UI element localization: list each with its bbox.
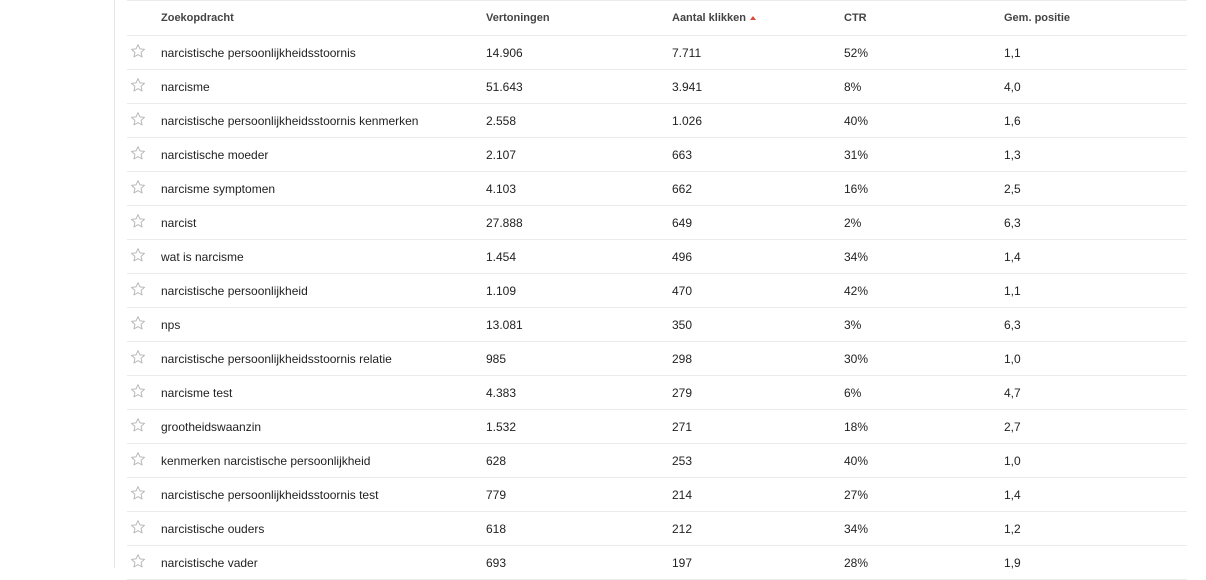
table-row <box>127 206 1187 240</box>
query-cell: wat is narcisme <box>161 240 486 274</box>
star-cell <box>127 342 161 376</box>
star-cell <box>127 70 161 104</box>
sort-ascending-arrow-icon <box>750 16 756 20</box>
impressions-cell: 27.888 <box>486 206 672 240</box>
ctr-cell: 34% <box>844 512 1004 546</box>
table-header-row <box>127 1 1187 36</box>
column-header-ctr[interactable]: CTR <box>844 1 1004 36</box>
clicks-cell: 470 <box>672 274 844 308</box>
impressions-cell: 693 <box>486 546 672 580</box>
ctr-cell: 8% <box>844 70 1004 104</box>
table-row <box>127 172 1187 206</box>
position-cell: 1,4 <box>1004 478 1187 512</box>
star-outline-icon[interactable] <box>130 349 146 365</box>
impressions-cell: 985 <box>486 342 672 376</box>
star-outline-icon[interactable] <box>130 315 146 331</box>
table-body <box>127 36 1187 580</box>
star-cell <box>127 376 161 410</box>
query-cell: narcisme test <box>161 376 486 410</box>
query-cell: narcistische persoonlijkheidsstoornis relatie <box>161 342 486 376</box>
table-row <box>127 138 1187 172</box>
table-row <box>127 274 1187 308</box>
position-cell: 2,5 <box>1004 172 1187 206</box>
clicks-cell: 197 <box>672 546 844 580</box>
position-cell: 1,4 <box>1004 240 1187 274</box>
query-cell: narcisme symptomen <box>161 172 486 206</box>
impressions-cell: 779 <box>486 478 672 512</box>
ctr-cell: 52% <box>844 36 1004 70</box>
impressions-cell: 4.103 <box>486 172 672 206</box>
star-cell <box>127 478 161 512</box>
ctr-cell: 31% <box>844 138 1004 172</box>
impressions-cell: 2.107 <box>486 138 672 172</box>
table-row <box>127 70 1187 104</box>
ctr-cell: 34% <box>844 240 1004 274</box>
position-cell: 6,3 <box>1004 308 1187 342</box>
ctr-cell: 42% <box>844 274 1004 308</box>
position-cell: 1,1 <box>1004 274 1187 308</box>
clicks-cell: 3.941 <box>672 70 844 104</box>
header-star-spacer <box>127 1 161 36</box>
table-row <box>127 512 1187 546</box>
table-row <box>127 342 1187 376</box>
star-cell <box>127 274 161 308</box>
query-cell: narcistische persoonlijkheidsstoornis kenmerken <box>161 104 486 138</box>
clicks-cell: 298 <box>672 342 844 376</box>
clicks-cell: 271 <box>672 410 844 444</box>
star-outline-icon[interactable] <box>130 247 146 263</box>
table-row <box>127 478 1187 512</box>
query-cell: narcistische moeder <box>161 138 486 172</box>
star-outline-icon[interactable] <box>130 111 146 127</box>
star-outline-icon[interactable] <box>130 43 146 59</box>
star-outline-icon[interactable] <box>130 213 146 229</box>
star-cell <box>127 444 161 478</box>
star-cell <box>127 206 161 240</box>
query-cell: narcistische persoonlijkheid <box>161 274 486 308</box>
left-sidebar-panel <box>0 0 115 568</box>
ctr-cell: 3% <box>844 308 1004 342</box>
column-header-query[interactable]: Zoekopdracht <box>161 1 486 36</box>
position-cell: 6,3 <box>1004 206 1187 240</box>
clicks-cell: 253 <box>672 444 844 478</box>
star-outline-icon[interactable] <box>130 383 146 399</box>
ctr-cell: 27% <box>844 478 1004 512</box>
ctr-cell: 6% <box>844 376 1004 410</box>
star-outline-icon[interactable] <box>130 281 146 297</box>
column-header-impressions[interactable]: Vertoningen <box>486 1 672 36</box>
impressions-cell: 2.558 <box>486 104 672 138</box>
ctr-cell: 40% <box>844 104 1004 138</box>
ctr-cell: 40% <box>844 444 1004 478</box>
column-header-position[interactable]: Gem. positie <box>1004 1 1187 36</box>
clicks-cell: 663 <box>672 138 844 172</box>
ctr-cell: 18% <box>844 410 1004 444</box>
query-cell: narcistische ouders <box>161 512 486 546</box>
ctr-cell: 2% <box>844 206 1004 240</box>
query-cell: narcistische vader <box>161 546 486 580</box>
impressions-cell: 51.643 <box>486 70 672 104</box>
position-cell: 1,2 <box>1004 512 1187 546</box>
position-cell: 1,0 <box>1004 342 1187 376</box>
table-row <box>127 546 1187 580</box>
table-row <box>127 308 1187 342</box>
star-outline-icon[interactable] <box>130 77 146 93</box>
table-row <box>127 444 1187 478</box>
star-cell <box>127 36 161 70</box>
star-cell <box>127 308 161 342</box>
search-queries-table <box>127 0 1187 580</box>
star-cell <box>127 410 161 444</box>
query-cell: nps <box>161 308 486 342</box>
query-cell: narcistische persoonlijkheidsstoornis <box>161 36 486 70</box>
impressions-cell: 628 <box>486 444 672 478</box>
star-cell <box>127 240 161 274</box>
query-cell: narcisme <box>161 70 486 104</box>
impressions-cell: 1.109 <box>486 274 672 308</box>
clicks-cell: 279 <box>672 376 844 410</box>
query-cell: kenmerken narcistische persoonlijkheid <box>161 444 486 478</box>
star-outline-icon[interactable] <box>130 485 146 501</box>
star-outline-icon[interactable] <box>130 553 146 569</box>
table-row <box>127 36 1187 70</box>
star-cell <box>127 172 161 206</box>
position-cell: 4,7 <box>1004 376 1187 410</box>
clicks-cell: 350 <box>672 308 844 342</box>
clicks-cell: 212 <box>672 512 844 546</box>
position-cell: 1,9 <box>1004 546 1187 580</box>
position-cell: 1,6 <box>1004 104 1187 138</box>
clicks-cell: 649 <box>672 206 844 240</box>
table-row <box>127 104 1187 138</box>
position-cell: 4,0 <box>1004 70 1187 104</box>
star-outline-icon[interactable] <box>130 417 146 433</box>
star-outline-icon[interactable] <box>130 145 146 161</box>
impressions-cell: 1.532 <box>486 410 672 444</box>
star-cell <box>127 512 161 546</box>
clicks-cell: 1.026 <box>672 104 844 138</box>
table-row <box>127 410 1187 444</box>
position-cell: 1,0 <box>1004 444 1187 478</box>
clicks-cell: 7.711 <box>672 36 844 70</box>
query-cell: grootheidswaanzin <box>161 410 486 444</box>
star-cell <box>127 546 161 580</box>
star-cell <box>127 104 161 138</box>
clicks-cell: 496 <box>672 240 844 274</box>
impressions-cell: 13.081 <box>486 308 672 342</box>
impressions-cell: 1.454 <box>486 240 672 274</box>
table-row <box>127 376 1187 410</box>
ctr-cell: 16% <box>844 172 1004 206</box>
star-outline-icon[interactable] <box>130 451 146 467</box>
query-cell: narcist <box>161 206 486 240</box>
position-cell: 2,7 <box>1004 410 1187 444</box>
clicks-cell: 214 <box>672 478 844 512</box>
impressions-cell: 4.383 <box>486 376 672 410</box>
clicks-cell: 662 <box>672 172 844 206</box>
position-cell: 1,3 <box>1004 138 1187 172</box>
ctr-cell: 28% <box>844 546 1004 580</box>
query-cell: narcistische persoonlijkheidsstoornis test <box>161 478 486 512</box>
star-cell <box>127 138 161 172</box>
impressions-cell: 618 <box>486 512 672 546</box>
star-outline-icon[interactable] <box>130 179 146 195</box>
table-row <box>127 240 1187 274</box>
column-header-clicks[interactable]: Aantal klikken <box>672 1 844 36</box>
impressions-cell: 14.906 <box>486 36 672 70</box>
position-cell: 1,1 <box>1004 36 1187 70</box>
ctr-cell: 30% <box>844 342 1004 376</box>
star-outline-icon[interactable] <box>130 519 146 535</box>
